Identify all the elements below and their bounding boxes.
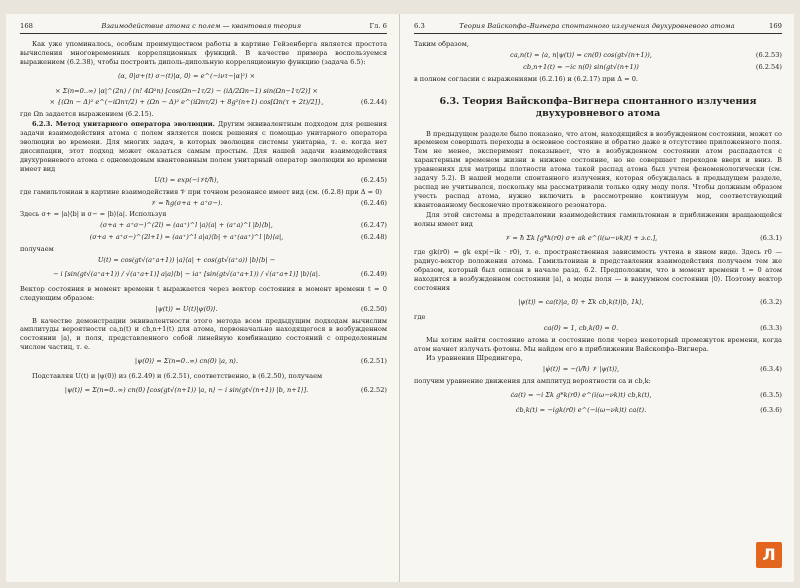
equation-number: (6.2.54): [755, 62, 782, 71]
section-heading: 6.3. Теория Вайскопфа–Вигнера спонтанного излучения двухуровневого атома: [439, 95, 757, 119]
equation: (σ+a + a⁺σ−)^(2l) = (aa⁺)^l |a⟩⟨a| + (a⁺a)^l |b⟩⟨b|, (6.2.47): [100, 221, 387, 230]
right-page: [400, 14, 794, 582]
paragraph: получаем: [20, 245, 54, 254]
page-number: 169: [769, 22, 782, 30]
equation-number: (6.2.48): [360, 233, 387, 242]
equation: cb,n+1(t) = −ic n(0) sin(gt√(n+1)) (6.2.54): [523, 62, 782, 71]
section-number: 6.3: [414, 22, 425, 30]
equation-number: (6.3.3): [760, 323, 782, 332]
paragraph: В качестве демонстрации эквивалентности этого метода всем предыдущим подходам вычислим амплитуды вероятности ca,n(t) и cb,n+1(t) для атома, первоначально находящегося в возбужденном состоянии |a⟩, и поля, представленного собой линейную комбинацию состояний с определенным числом частиц, т. е.: [20, 316, 387, 352]
equation: 𝒱 = ħg(σ+a + a⁺σ−). (6.2.46): [150, 198, 387, 207]
equation: |ψ(t)⟩ = Σ(n=0..∞) cn(0) [cos(gt√(n+1)) |a, n⟩ − i sin(gt√(n+1)) |b, n+1⟩]. (6.2.52): [64, 386, 387, 394]
equation: U(t) = exp(−i𝒱t/ħ), (6.2.45): [154, 175, 387, 184]
equation-number: (6.3.5): [760, 391, 782, 400]
equation-number: (6.2.47): [360, 221, 387, 230]
equation: |ψ(t)⟩ = U(t)|ψ(0)⟩. (6.2.50): [155, 304, 387, 313]
equation: U(t) = cos(gt√(a⁺a+1)) |a⟩⟨a| + cos(gt√(a⁺a)) |b⟩⟨b| −: [97, 256, 276, 265]
equation: ca(0) = 1, cb,k(0) = 0. (6.3.3): [543, 323, 782, 332]
equation: ca,n(t) = ⟨a, n|ψ(t)⟩ = cn(0) cos(gt√(n+1)), (6.2.53): [510, 50, 782, 59]
book-spread: [6, 14, 794, 582]
paragraph: Мы хотим найти состояние атома и состояние поля через некоторый промежуток времени, когда атом начнет излучать фотоны. Мы найдем его в приближении Вайскопфа–Вигнера.: [414, 335, 782, 353]
equation-number: (6.2.45): [360, 175, 387, 184]
equation-number: (6.2.51): [360, 357, 387, 366]
page-number: 168: [20, 22, 33, 30]
paragraph: Вектор состояния в момент времени t выражается через вектор состояния в момент времени t = 0 следующим образом:: [20, 284, 387, 302]
equation: ċa(t) = −i Σk g*k(r0) e^(i(ω−νk)t) cb,k(t), (6.3.5): [510, 391, 782, 400]
equation-number: (6.3.1): [760, 233, 782, 242]
equation-number: (6.2.49): [360, 269, 387, 278]
paragraph: где: [414, 312, 426, 321]
running-title: Теория Вайскопфа–Вигнера спонтанного излучения двухуровневого атома: [459, 22, 735, 30]
publisher-logo-icon: Л: [756, 542, 782, 568]
equation: 𝒱 = ħ Σk [g*k(r0) σ+ ak e^(i(ω−νk)t) + э.с.], (6.3.1): [504, 233, 782, 242]
equation-number: (6.2.53): [755, 50, 782, 59]
paragraph: где Ωn задается выражением (6.2.15).: [20, 110, 154, 119]
equation-number: (6.2.46): [360, 198, 387, 207]
paragraph: где гамильтониан в картине взаимодействия 𝒱 при точном резонансе имеет вид (см. (6.2.8) при Δ = 0): [20, 187, 382, 196]
equation-number: (6.2.50): [360, 304, 387, 313]
paragraph: Таким образом,: [414, 39, 469, 48]
equation: |ψ(0)⟩ = Σ(n=0..∞) cn(0) |a, n⟩. (6.2.51): [134, 357, 387, 366]
paragraph: Как уже упоминалось, особым преимуществом работы в картине Гейзенберга является простота вычисления многовременных корреляционных функций. В качестве примера воспользуемся выражением (6.2.38), чтобы построить диполь-дипольную корреляционную функцию (задача 6.5):: [20, 39, 387, 66]
equation: |ψ̇(t)⟩ = −(i/ħ) 𝒱 |ψ(t)⟩, (6.3.4): [542, 365, 782, 374]
equation: × {(Ωn − Δ)² e^(−iΩnτ/2) + (Ωn − Δ)² e^(iΩnτ/2) + 8g²(n+1) cos[Ωn(τ + 2t)/2]}, (6.2.44): [49, 98, 387, 107]
chapter-label: Гл. 6: [369, 22, 387, 30]
paragraph: Из уравнения Шредингера,: [426, 354, 523, 363]
paragraph: 6.2.3. Метод унитарного оператора эволюции. Другим эквивалентным подходом для решения задачи взаимодействия атома с полем является поиск решения с помощью унитарного оператора эволюции во времени. Для многих задач, в которых эволюция системы унитарна, т. е. когда нет диссипации, этот подход может оказаться самым простым. Для нашей задачи взаимодействия двухуровневого атома с одномодовым квантованным полем унитарный оператор эволюции во времени имеет вид: [20, 120, 388, 173]
paragraph: Здесь σ+ = |a⟩⟨b| и σ− = |b⟩⟨a|. Используя: [20, 210, 167, 219]
equation-number: (6.2.44): [360, 98, 387, 107]
paragraph: в полном согласии с выражениями (6.2.16) и (6.2.17) при Δ = 0.: [414, 74, 638, 83]
left-running-header: [20, 22, 387, 34]
paragraph: Подставляя U(t) и |ψ(0)⟩ из (6.2.49) и (6.2.51), соответственно, в (6.2.50), получаем: [32, 372, 323, 381]
subsection-title: 6.2.3. Метод унитарного оператора эволюции.: [32, 120, 215, 129]
equation-number: (6.3.2): [760, 297, 782, 306]
equation: − i [sin(gt√(a⁺a+1)) / √(a⁺a+1)] a|a⟩⟨b| − ia⁺ [sin(gt√(a⁺a+1)) / √(a⁺a+1)] |b⟩⟨a|. (6.2.49): [52, 269, 387, 278]
equation: (σ+a + a⁺σ−)^(2l+1) = (aa⁺)^l a|a⟩⟨b| + a⁺(aa⁺)^l |b⟩⟨a|, (6.2.48): [89, 233, 387, 242]
equation: |ψ(t)⟩ = ca(t)|a, 0⟩ + Σk cb,k(t)|b, 1k⟩, (6.3.2): [518, 297, 782, 306]
equation-number: (6.3.6): [760, 406, 782, 415]
paragraph: где gk(r0) = gk exp(−ik · r0), т. е. пространственная зависимость учтена в явном виде. Здесь r0 — радиус-вектор положения атома. Гамильтониан в представлении взаимодействия получаем тем же образом, который был описан в начале разд. 6.2. Предположим, что в момент времени t = 0 атом находится в возбужденном состоянии |a⟩, а моды поля — в вакуумном состоянии |0⟩. Поэтому вектор состояния: [414, 248, 782, 293]
equation: ⟨α, 0|σ+(t) σ−(t)|α, 0⟩ = e^(−iντ−|α|²) ×: [117, 71, 256, 80]
right-running-header: [414, 22, 782, 34]
equation: × Σ(n=0..∞) |α|^(2n) / (n! 4Ω²n) [cos(Ωn−1τ/2) − (iΔ/2Ωn−1) sin(Ωn−1τ/2)] ×: [55, 86, 318, 95]
paragraph: Для этой системы в представлении взаимодействия гамильтониан в приближении вращающейся волны имеет вид: [414, 210, 782, 228]
equation: ċb,k(t) = −igk(r0) e^(−i(ω−νk)t) ca(t). (6.3.6): [515, 406, 782, 415]
equation-number: (6.2.52): [360, 386, 387, 394]
left-page: [6, 14, 400, 582]
equation-number: (6.3.4): [760, 365, 782, 374]
paragraph: получим уравнение движения для амплитуд вероятности ca и cb,k:: [414, 377, 651, 386]
paragraph: В предыдущем разделе было показано, что атом, находящийся в возбужденном состоянии, может со временем совершать переходы в основное состояние и обратно даже в отсутствие приложенного поля. Тем не менее, эксперимент показывает, что в возбужденном состоянии атом распадается с характерным временем жизни в нижнее состояние, но не совершает переходов вверх и вниз. В уравнениях для матрицы плотности атома такой распад атома был учтен феноменологически (см. задачу 5.2). В нашей модели спонтанного излучения, которая обсуждалась в предыдущем разделе, распад не учитывался, поскольку мы рассматривали только одну моду поля. Чтобы должным образом учесть распад атома, нужно включить в рассмотрение континуум мод, соответствующий квантованному бесконечно протяженного резонатора.: [414, 129, 782, 209]
running-title: Взаимодействие атома с полем — квантовая теория: [101, 22, 302, 30]
